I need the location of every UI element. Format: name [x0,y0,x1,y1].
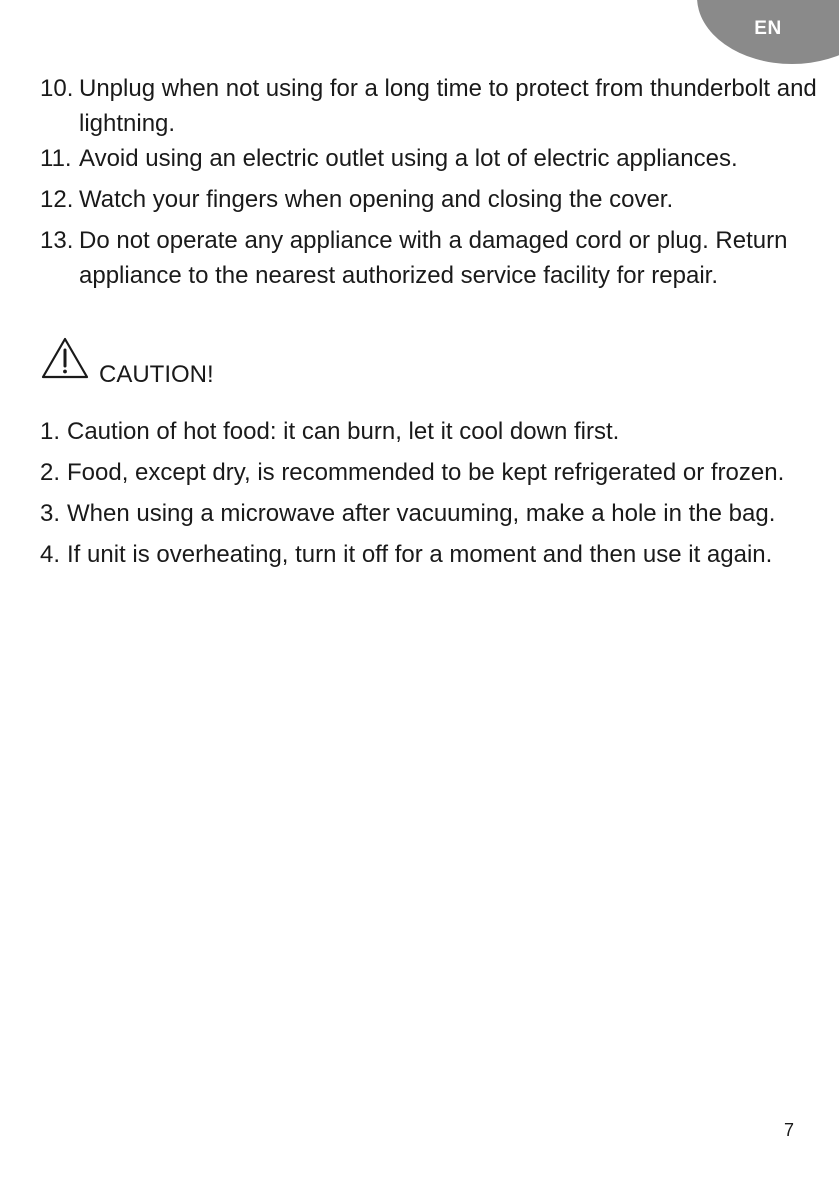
caution-title: CAUTION! [99,361,214,388]
list-item [40,537,800,572]
list-item [40,223,830,293]
item-number: 10. [40,75,74,102]
instructions-list-continued [40,71,830,299]
language-label: EN [754,18,782,39]
item-number: 2. [40,459,61,486]
item-text: When using a microwave after vacuuming, make a hole in the bag. [67,500,776,527]
warning-triangle-icon [40,336,90,380]
item-text: Avoid using an electric outlet using a lot of electric appliances. [79,145,738,172]
item-text: Unplug when not using for a long time to protect from thunderbolt and lightning. [79,75,817,137]
item-text: Food, except dry, is recommended to be kept refrigerated or frozen. [67,459,785,486]
item-text: Caution of hot food: it can burn, let it cool down first. [67,418,620,445]
item-number: 1. [40,418,61,445]
page-number: 7 [784,1120,795,1140]
list-item [40,71,830,141]
list-item [40,182,830,217]
item-number: 12. [40,186,74,213]
item-number: 11. [40,145,72,172]
item-text: Do not operate any appliance with a damaged cord or plug. Return appliance to the nearest authorized service facility for repair. [79,227,788,289]
caution-heading [40,336,340,392]
item-number: 4. [40,541,61,568]
item-number: 13. [40,227,74,254]
list-item [40,455,800,490]
list-item [40,496,800,531]
item-number: 3. [40,500,61,527]
caution-list [40,414,800,578]
list-item [40,141,830,176]
item-text: If unit is overheating, turn it off for a moment and then use it again. [67,541,773,568]
list-item [40,414,800,449]
item-text: Watch your fingers when opening and closing the cover. [79,186,674,213]
